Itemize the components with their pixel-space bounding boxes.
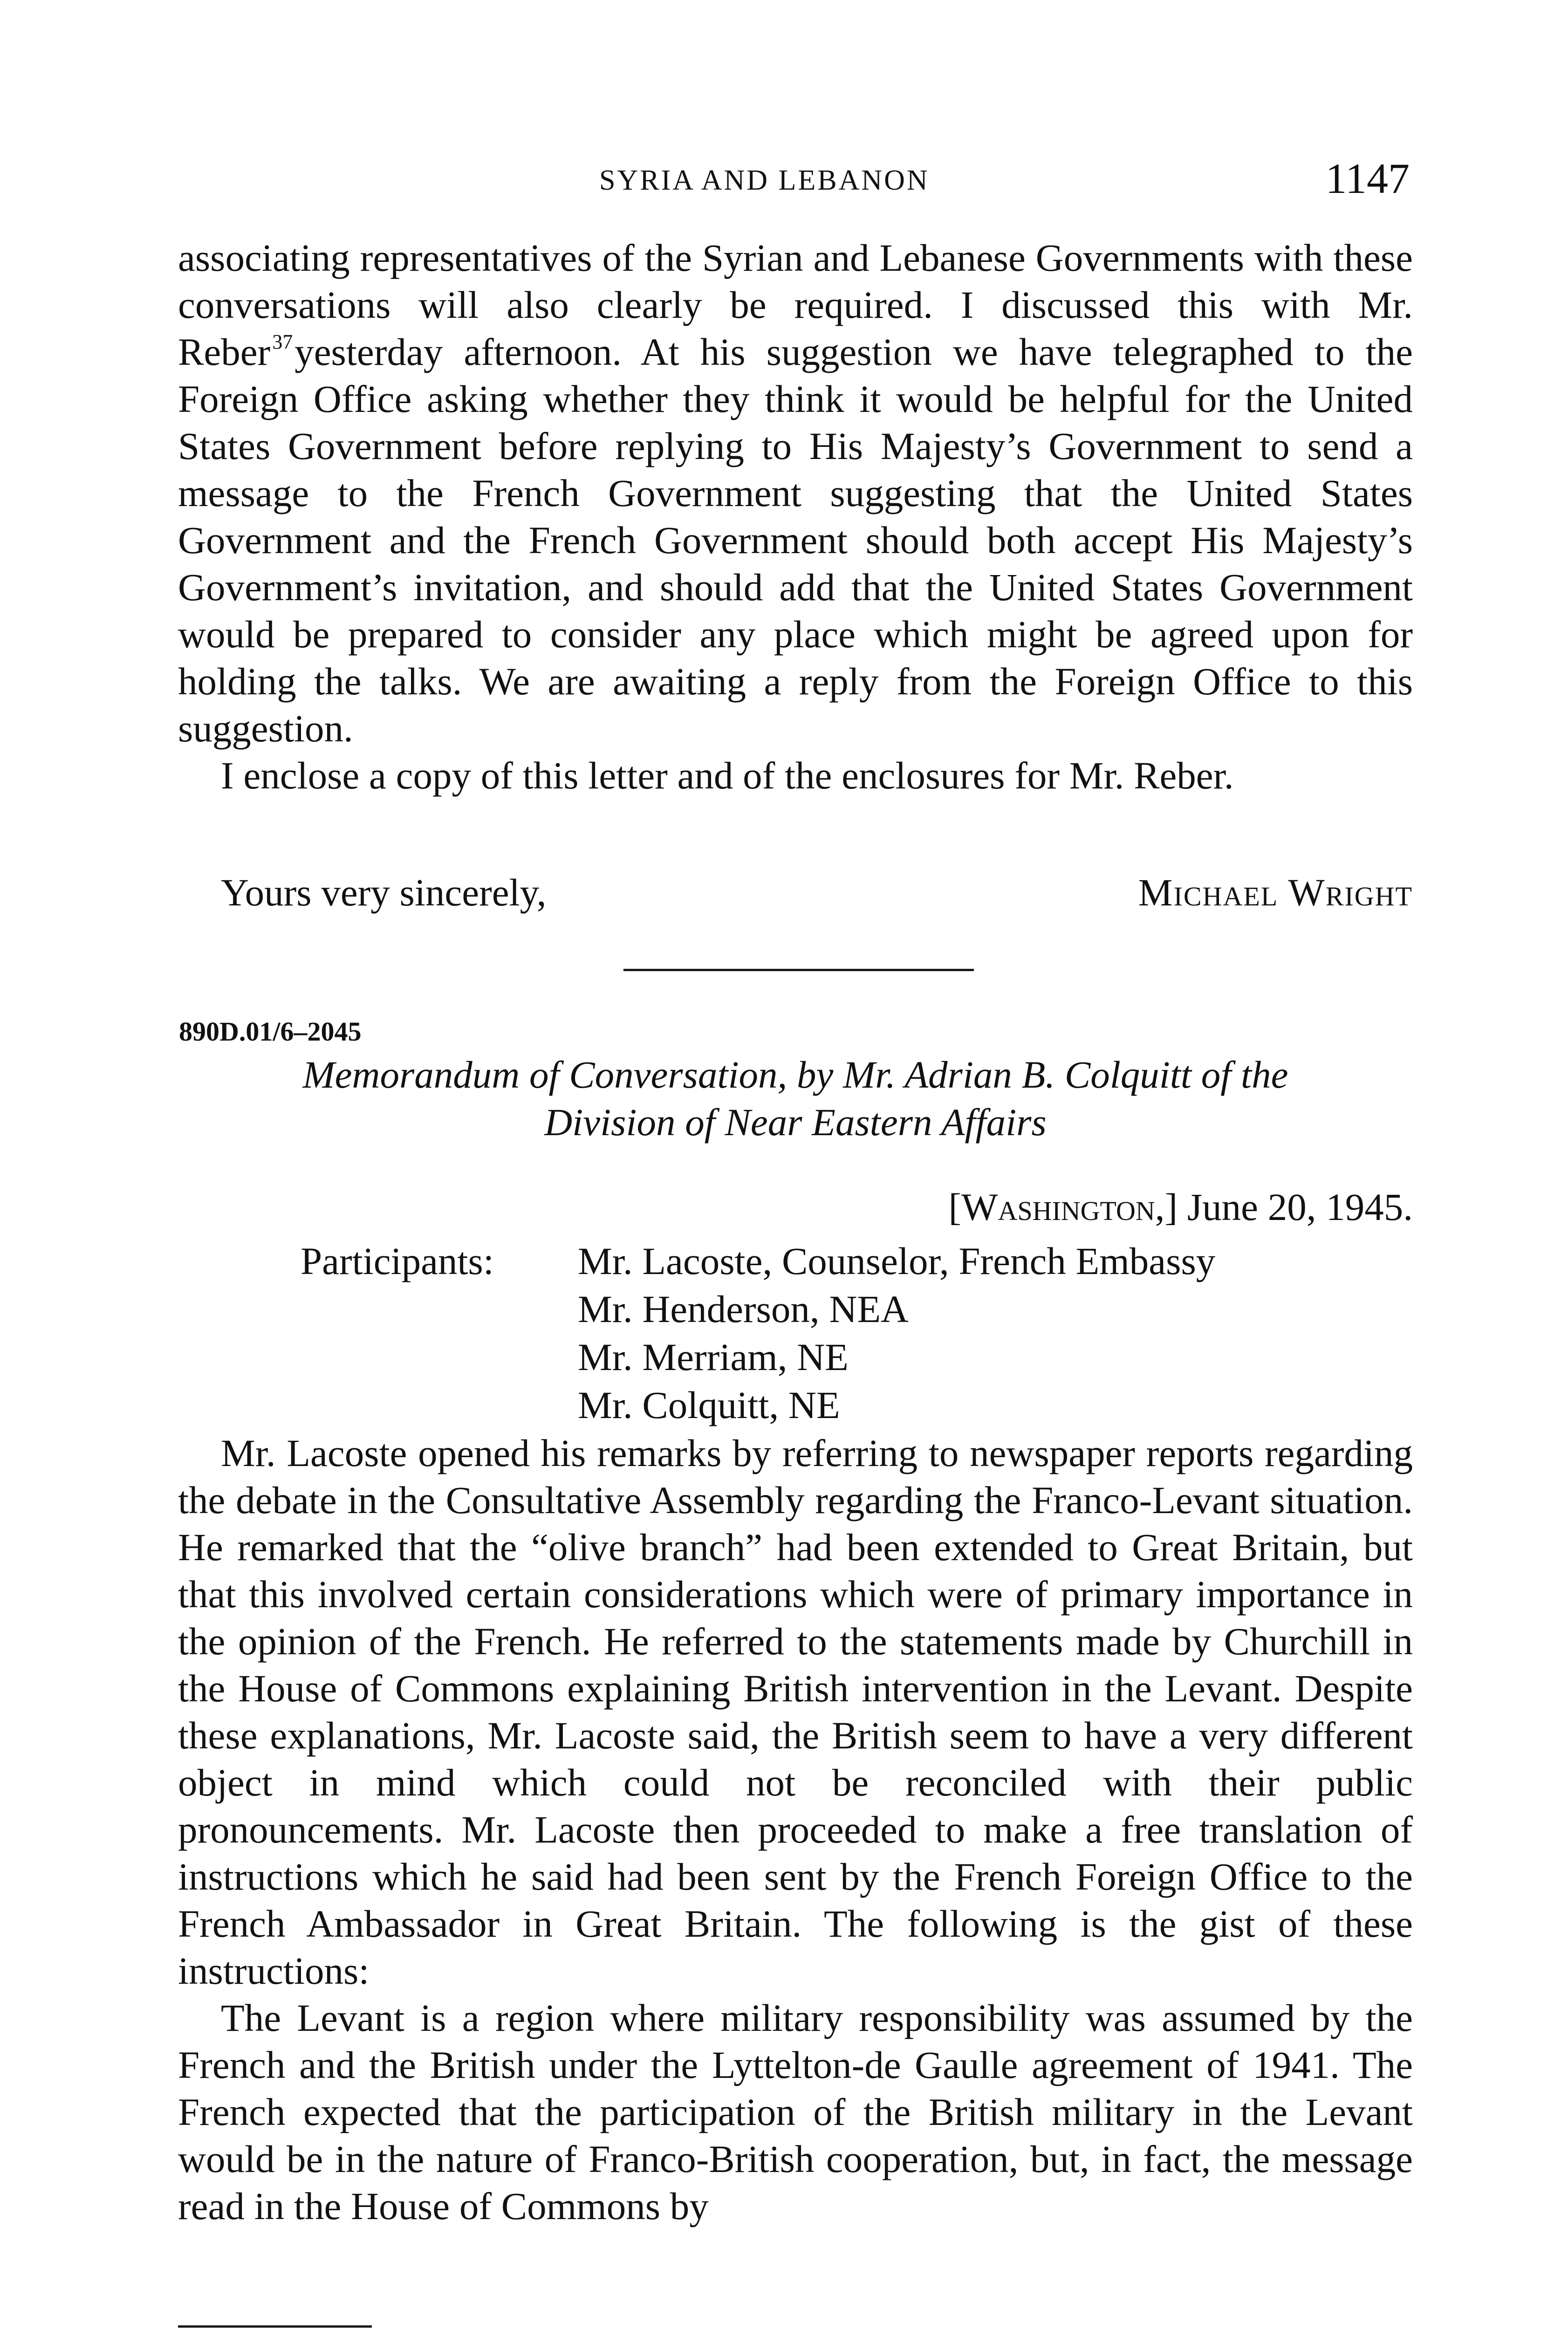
- dateline: [948, 1185, 1413, 1229]
- memorandum-paragraph-2: The Levant is a region where military responsibility was assumed by the French and the British under the Lyttelton-de Gaulle agreement of 1941. The French expected that the participation of the British military in the Levant would be in the nature of Franco-British cooperation, but, in fact, the message read in the House of Commons by: [178, 1996, 1413, 2227]
- participant-item: Mr. Colquitt, NE: [578, 1384, 840, 1426]
- page-number: 1147: [1325, 155, 1410, 202]
- memorandum-title-line-2: Division of Near Eastern Affairs: [544, 1101, 1047, 1144]
- file-number: 890D.01/6–2045: [179, 1016, 362, 1047]
- footnote-reference: 37: [272, 330, 293, 353]
- participant-item: Mr. Lacoste, Counselor, French Embassy: [578, 1240, 1216, 1282]
- participant-item: Mr. Henderson, NEA: [578, 1288, 909, 1330]
- memorandum-paragraph-1: Mr. Lacoste opened his remarks by referring to newspaper reports regarding the debate in the Consultative Assembly regarding the Franco-Levant situation. He remarked that the “olive branch” had been extended to Great Britain, but that this involved certain considerations which were of primary importance in the opinion of the French. He referred to the statements made by Churchill in the House of Commons explaining British intervention in the Levant. Despite these explanations, Mr. Lacoste said, the British seem to have a very different object in mind which could not be reconciled with their public pronouncements. Mr. Lacoste then proceeded to make a free translation of instructions which he said had been sent by the French Foreign Office to the French Ambassador in Great Britain. The following is the gist of these instructions:: [178, 1432, 1413, 1992]
- letter-closing-row: [221, 869, 1413, 916]
- participants-label: Participants:: [301, 1240, 494, 1282]
- memorandum-title-line-1: Memorandum of Conversation, by Mr. Adrian B. Colquitt of the: [302, 1053, 1288, 1096]
- memorandum-body: [178, 1430, 1413, 2230]
- footnote-rule: [178, 2325, 372, 2328]
- participant-item: Mr. Merriam, NE: [578, 1336, 849, 1378]
- letter-paragraph-2: I enclose a copy of this letter and of the enclosures for Mr. Reber.: [221, 754, 1234, 797]
- letter-signature: Michael Wright: [1138, 871, 1413, 914]
- letter-closing: Yours very sincerely,: [221, 871, 547, 914]
- letter-paragraph-1: [178, 234, 1413, 752]
- running-head: SYRIA AND LEBANON: [599, 164, 930, 196]
- memorandum-title: [178, 1051, 1413, 1146]
- letter-body: [178, 234, 1413, 799]
- participants-list: [578, 1237, 1215, 1429]
- letter-text-after-note: yesterday afternoon. At his suggestion we have telegraphed to the Foreign Office asking whether they think it would be helpful for the United States Government before replying to His Majesty’s Government to send a message to the French Government suggesting that the United States Government and the French Government should both accept His Majesty’s Government’s invitation, and should add that the United States Government would be prepared to consider any place which might be agreed upon for holding the talks. We are awaiting a reply from the Foreign Office to this suggestion.: [178, 330, 1413, 750]
- dateline-place: [Washington,]: [948, 1186, 1178, 1228]
- dateline-date: June 20, 1945.: [1187, 1186, 1413, 1228]
- letter-text-before-note: associating representatives of the Syrian and Lebanese Governments with these conversations will also clearly be required. I discussed this with Mr. Reber: [178, 236, 1413, 373]
- section-divider-rule: [623, 969, 974, 971]
